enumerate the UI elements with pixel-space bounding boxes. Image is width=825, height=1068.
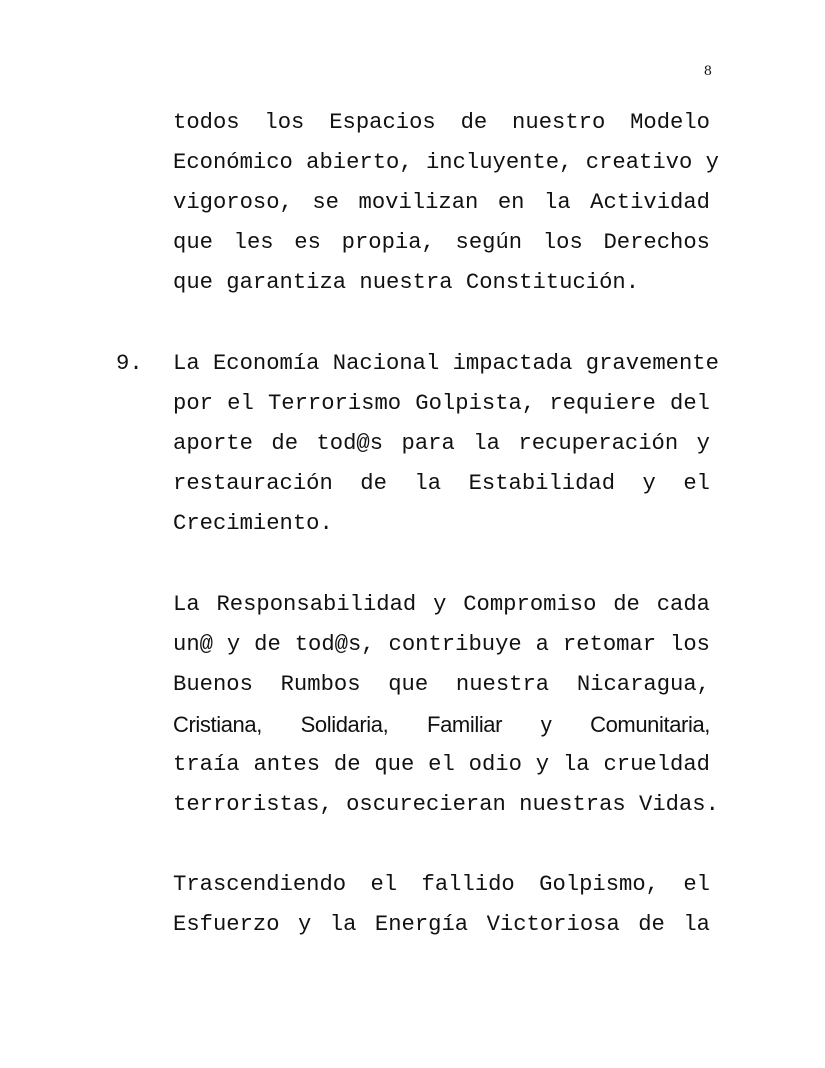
paragraph-line: La Responsabilidad y Compromiso de cada [173,592,710,617]
paragraph-line: todos los Espacios de nuestro Modelo [173,110,710,135]
paragraph-line: traía antes de que el odio y la crueldad [173,752,710,777]
paragraph-line: restauración de la Estabilidad y el [173,471,710,496]
paragraph-line: Trascendiendo el fallido Golpismo, el [173,872,710,897]
paragraph-line: Económico abierto, incluyente, creativo y [173,150,719,175]
paragraph-line: que les es propia, según los Derechos [173,230,710,255]
paragraph-line: terroristas, oscurecieran nuestras Vidas. [173,792,719,817]
paragraph-line: Buenos Rumbos que nuestra Nicaragua, [173,672,710,697]
paragraph-line: La Economía Nacional impactada gravemente [173,351,719,376]
paragraph-line: que garantiza nuestra Constitución. [173,270,640,295]
paragraph-line: un@ y de tod@s, contribuye a retomar los [173,632,710,657]
paragraph-line: Crecimiento. [173,511,333,536]
page-number: 8 [703,64,712,79]
paragraph-line: vigoroso, se movilizan en la Actividad [173,190,710,215]
paragraph-line: por el Terrorismo Golpista, requiere del [173,391,710,416]
paragraph-line: aporte de tod@s para la recuperación y [173,431,710,456]
list-item-number: 9. [116,351,143,376]
paragraph-line: Cristiana, Solidaria, Familiar y Comunitaria, [173,712,710,737]
paragraph-line: Esfuerzo y la Energía Victoriosa de la [173,912,710,937]
